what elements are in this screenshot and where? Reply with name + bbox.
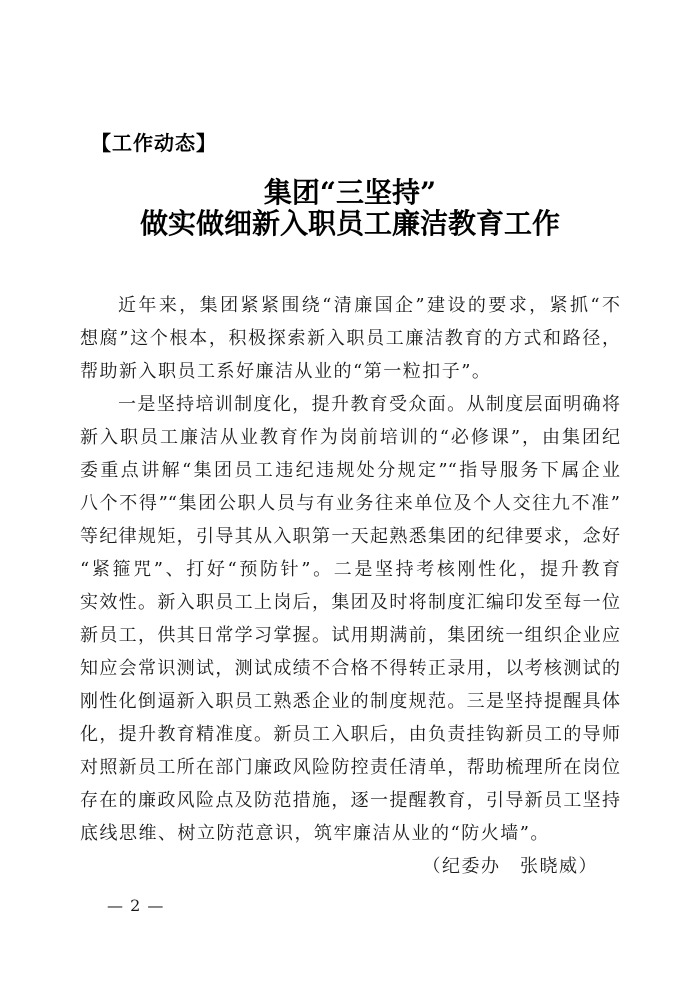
- signature: （纪委办 张晓威）: [422, 856, 598, 877]
- text-line: “紧箍咒”、打好“预防针”。二是坚持考核刚性化，提升教育: [80, 559, 620, 580]
- title-line-1: 集团“三坚持”: [263, 176, 437, 209]
- text-line: 一是坚持培训制度化，提升教育受众面。从制度层面明确将: [118, 394, 620, 415]
- text-line: 委重点讲解“集团员工违纪违规处分规定”“指导服务下属企业: [80, 460, 620, 481]
- text-line: 等纪律规矩，引导其从入职第一天起熟悉集团的纪律要求，念好: [80, 526, 620, 547]
- text-line: 知应会常识测试，测试成绩不合格不得转正录用，以考核测试的: [80, 658, 620, 679]
- text-line: 对照新员工所在部门廉政风险防控责任清单，帮助梳理所在岗位: [80, 757, 620, 778]
- section-tag: 【工作动态】: [91, 131, 217, 155]
- text-line: 帮助新入职员工系好廉洁从业的“第一粒扣子”。: [80, 361, 492, 382]
- page-number: — 2 —: [107, 896, 165, 915]
- text-line: 八个不得”“集团公职人员与有业务往来单位及个人交往九不准”: [80, 493, 620, 514]
- text-line: 新员工，供其日常学习掌握。试用期满前，集团统一组织企业应: [80, 625, 620, 646]
- document-body: [80, 289, 620, 883]
- title-line-2: 做实做细新入职员工廉洁教育工作: [139, 207, 560, 240]
- text-line: 实效性。新入职员工上岗后，集团及时将制度汇编印发至每一位: [80, 592, 620, 613]
- text-line: 化，提升教育精准度。新员工入职后，由负责挂钩新员工的导师: [80, 724, 620, 745]
- paragraph-1: [80, 289, 620, 388]
- text-line: 想腐”这个根本，积极探索新入职员工廉洁教育的方式和路径，: [80, 328, 620, 349]
- text-line: 底线思维、树立防范意识，筑牢廉洁从业的“防火墙”。: [80, 823, 550, 844]
- text-line: 刚性化倒逼新入职员工熟悉企业的制度规范。三是坚持提醒具体: [80, 691, 620, 712]
- paragraph-2: [80, 388, 620, 850]
- text-line: 新入职员工廉洁从业教育作为岗前培训的“必修课”，由集团纪: [80, 427, 620, 448]
- document-title: [0, 177, 700, 239]
- text-line: 存在的廉政风险点及防范措施，逐一提醒教育，引导新员工坚持: [80, 790, 620, 811]
- text-line: 近年来，集团紧紧围绕“清廉国企”建设的要求，紧抓“不: [118, 295, 620, 316]
